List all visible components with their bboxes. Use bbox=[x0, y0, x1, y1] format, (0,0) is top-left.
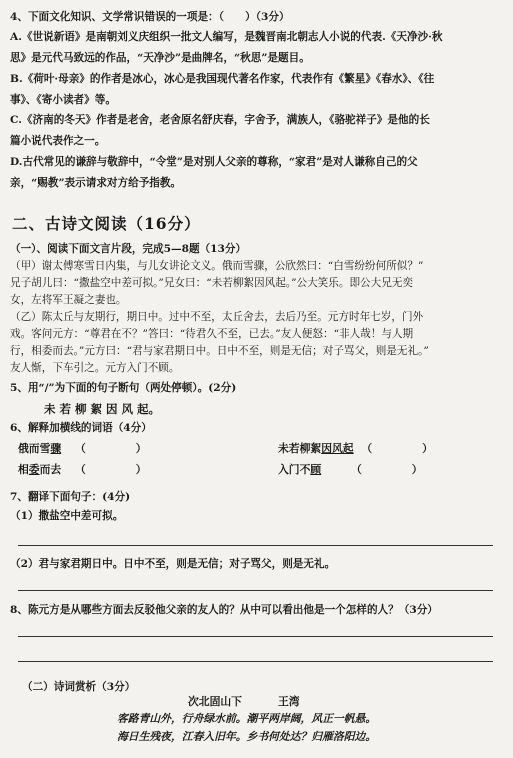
q7-answer2-line[interactable] bbox=[18, 590, 493, 591]
q8-answer-line1[interactable] bbox=[18, 636, 493, 637]
q4-option-b-line1: B.《荷叶·母亲》的作者是冰心，冰心是我国现代著名作家，代表作有《繁星》《春水》、《往 bbox=[10, 73, 435, 85]
part2-intro: （二）诗词赏析（3分） bbox=[22, 681, 136, 693]
q4-stem: 4、下面文化知识、文学常识错误的一项是：（ ）（3分） bbox=[10, 11, 290, 23]
q7-sentence1: （1）撒盐空中差可拟。 bbox=[10, 510, 124, 522]
poem-line1: 客路青山外，行舟绿水前。潮平两岸阔，风正一帆悬。 bbox=[117, 712, 377, 725]
q6-word4: 入门不顾 （ ） bbox=[278, 463, 423, 476]
passage-yi-line4: 友人惭，下车引之。元方入门不顾。 bbox=[10, 362, 180, 374]
q6-stem: 6、解释加横线的词语（4分） bbox=[10, 422, 152, 434]
section-title: 二、古诗文阅读（16分） bbox=[12, 214, 201, 233]
passage-yi-line1: （乙）陈太丘与友期行，期日中。过中不至，太丘舍去，去后乃至。元方时年七岁，门外 bbox=[10, 311, 424, 323]
q8-answer-line2[interactable] bbox=[18, 661, 493, 662]
poem-title: 次北固山下 bbox=[188, 695, 242, 708]
q7-sentence2: （2）君与家君期日中。日中不至，则是无信；对子骂父，则是无礼。 bbox=[10, 558, 336, 570]
q5-sentence: 未 若 柳 絮 因 风 起。 bbox=[44, 402, 161, 416]
passage-jia-line3: 女，左将军王凝之妻也。 bbox=[10, 294, 127, 306]
poem-line2: 海日生残夜，江春入旧年。乡书何处达？归雁洛阳边。 bbox=[117, 730, 377, 743]
q4-option-d-line2: 亲，“赐教”表示请求对方给予指教。 bbox=[10, 177, 182, 189]
passage-yi-line3: 行，相委而去。”元方曰：“君与家君期日中。日中不至，则是无信；对子骂父，则是无礼。” bbox=[10, 345, 429, 357]
q7-answer1-line[interactable] bbox=[18, 545, 493, 546]
q4-option-c-line2: 篇小说代表作之一。 bbox=[10, 135, 106, 147]
q5-stem: 5、用“/”为下面的句子断句（两处停顿）。(2分) bbox=[10, 382, 237, 394]
q7-stem: 7、翻译下面句子：(4分) bbox=[10, 491, 131, 503]
q4-option-a-line1: A.《世说新语》是南朝刘义庆组织一批文人编写，是魏晋南北朝志人小说的代表.《天净沙·秋 bbox=[10, 31, 443, 43]
part1-intro: （一）、阅读下面文言片段，完成5—8题（13分） bbox=[10, 243, 247, 255]
passage-jia-line2: 兄子胡儿曰：“撒盐空中差可拟。”兄女曰：“未若柳絮因风起。”公大笑乐。即公大兄无奕 bbox=[10, 277, 414, 289]
passage-yi-line2: 戏。客问元方：“尊君在不？”答曰：“待君久不至，已去。”友人便怒：“非人哉！与人期 bbox=[10, 328, 414, 340]
q6-word3: 相委而去 （ ） bbox=[18, 463, 147, 476]
q6-word1: 俄而雪骤 （ ） bbox=[18, 442, 147, 455]
q6-word2: 未若柳絮因风起 （ ） bbox=[278, 442, 433, 455]
q4-option-b-line2: 事》、《寄小读者》等。 bbox=[10, 94, 116, 106]
passage-jia-line1: （甲）谢太傅寒雪日内集，与儿女讲论文义。俄而雪骤，公欣然曰：“白雪纷纷何所似？” bbox=[10, 260, 424, 272]
q4-option-a-line2: 思》是元代马致远的作品，“天净沙”是曲牌名，“秋思”是题目。 bbox=[10, 52, 310, 64]
q4-option-c-line1: C.《济南的冬天》作者是老舍，老舍原名舒庆春，字舍予，满族人，《骆驼祥子》是他的长 bbox=[10, 114, 430, 126]
poem-author: 王湾 bbox=[278, 695, 300, 708]
q8-stem: 8、陈元方是从哪些方面去反驳他父亲的友人的？从中可以看出他是一个怎样的人？（3分） bbox=[10, 604, 438, 616]
q4-option-d-line1: D.古代常见的谦辞与敬辞中，“令堂”是对别人父亲的尊称，“家君”是对人谦称自己的父 bbox=[10, 156, 418, 168]
